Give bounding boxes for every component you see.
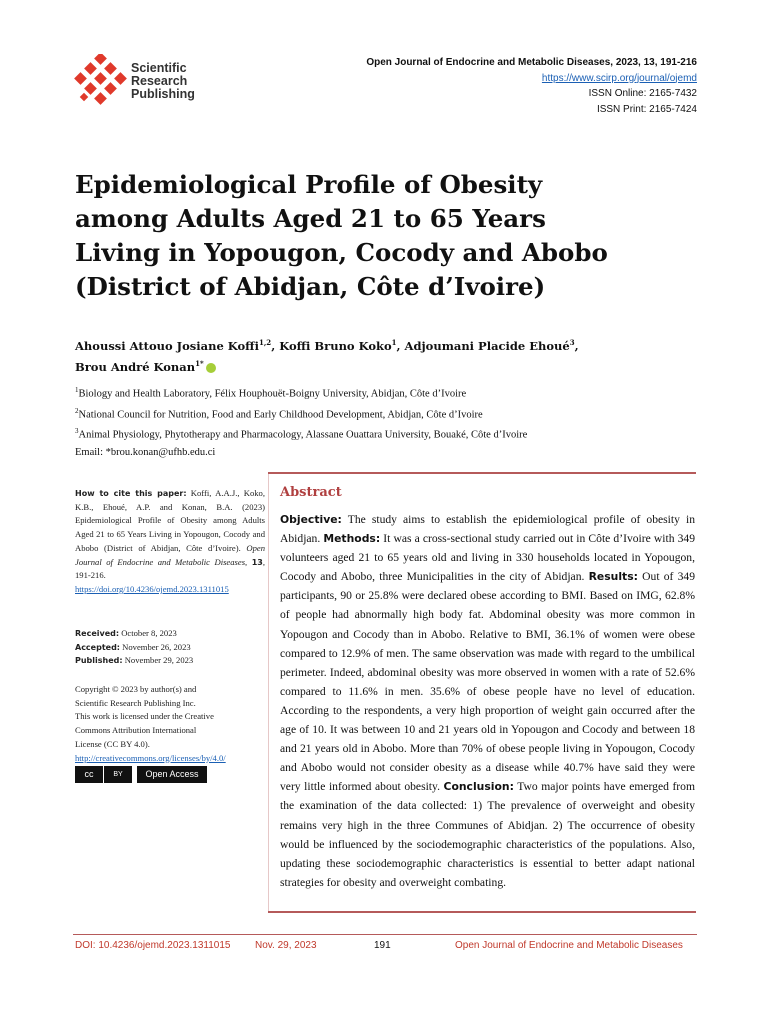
affiliation: $^2$National Council for Nutrition, Food and Early Childhood Development, Abidjan, Côte d’Ivoire <box>75 406 483 420</box>
email-line[interactable]: Email: *brou.konan@ufhb.edu.ci <box>75 446 216 458</box>
footer-doi: DOI: 10.4236/ojemd.2023.1311015 <box>75 940 231 951</box>
footer-date: Nov. 29, 2023 <box>255 940 317 951</box>
paper-title: Epidemiological Profile of Obesity among Adults Aged 21 to 65 Years Living in Yopougon, Cocody and Abobo (District of Abidjan, Côte d’Ivoire) <box>75 170 608 301</box>
affiliation: $^3$Animal Physiology, Phytotherapy and Pharmacology, Alassane Ouattara University, Bouaké, Côte d’Ivoire <box>75 427 528 441</box>
journal-info <box>366 55 697 117</box>
open-access-badge: Open Access <box>137 766 207 783</box>
publisher-name: Scientific Research Publishing <box>131 61 195 101</box>
journal-url-link[interactable]: https://www.scirp.org/journal/ojemd <box>541 72 697 84</box>
abstract-body: Objective: The study aims to establish the epidemiological profile of obesity in Abidjan. Methods: It was a cross-sectional study carried out in Côte d’Ivoire with 349 volunteers aged 21 to 65 years old and living in 330 households located in Yopougon, Cocody and Abobo, three Municipalities in the city of Abidjan. Results: Out of 349 participants, 90 or 25.8% were declared obese according to BMI. Based on IMG, 62.8% of people had abnormally high body fat. Abdominal obesity was more common in Yopougon and Cocody than in Abobo. Relative to BMI, 36.1% of women were obese compared to 12.9% of men. The same observation was made with regard to the umbilical perimeter. Indeed, abdominal obesity was more observed in women with a rate of 52.6% compared to 11.6% in men. 35.6% of obese people have no level of education. According to the respondents, a very high proportion of weight gain occurred after the age of 10. It was between 10 and 21 years old in Yopougon and Cocody and between 18 and 21 years old in Abobo. More than 70% of obese people living in Yopougon, Cocody and Abobo would not consider obesity as a disease while 40.7% have said they were very little informed about obesity. Conclusion: Two major points have emerged from the examination of the data collected: 1) The prevalence of overweight and obesity remains very high in the three Communes of Abidjan. 2) The occurrence of obesity would be influenced by the sociodemographic characteristics of the populations. Also, updating these sociodemographic characteristics is essential to better adapt national strategies for obesity and overweight combating. <box>280 513 695 889</box>
author-name: Adjoumani Placide Ehoué <box>404 338 570 353</box>
copyright-notice: Copyright © 2023 by author(s) and Scientific Research Publishing Inc. This work is licensed under the Creative Commons Attribution International License (CC BY 4.0). http://creativecommons.org/licenses/by/4.0/ <box>75 683 265 765</box>
cc-icon: cc <box>75 766 103 783</box>
abstract-left-rule <box>268 474 269 912</box>
footer-rule <box>73 934 697 935</box>
issn-print: ISSN Print: 2165-7424 <box>596 103 697 115</box>
abstract-top-rule <box>268 472 696 474</box>
publication-dates: Received: October 8, 2023 Accepted: November 26, 2023 Published: November 29, 2023 <box>75 628 194 666</box>
footer-journal: Open Journal of Endocrine and Metabolic Diseases <box>455 940 683 951</box>
license-link[interactable]: http://creativecommons.org/licenses/by/4.0/ <box>75 752 226 763</box>
doi-link[interactable]: https://doi.org/10.4236/ojemd.2023.1311015 <box>75 583 229 594</box>
page-number: 191 <box>374 940 391 951</box>
issn-online: ISSN Online: 2165-7432 <box>588 88 697 99</box>
author-name: Koffi Bruno Koko <box>279 338 392 353</box>
cc-by-icon: BY <box>104 766 132 783</box>
journal-citation-line: Open Journal of Endocrine and Metabolic Diseases, 2023, 13, 191-216 <box>366 57 697 68</box>
affiliations <box>75 382 695 461</box>
affiliation: $^1$Biology and Health Laboratory, Félix Houphouët-Boigny University, Abidjan, Côte d’Ivoire <box>75 386 467 400</box>
abstract-bottom-rule <box>268 911 696 913</box>
author-name: Brou André Konan <box>75 359 196 374</box>
publisher-logo-icon <box>74 54 130 110</box>
abstract-heading: Abstract <box>280 485 342 500</box>
author-list: Ahoussi Attouo Josiane Koffi$^{1,2}$, Koffi Bruno Koko$^1$, Adjoumani Placide Ehoué$^3$, Brou André Konan$^{1*}$ <box>75 338 579 374</box>
how-to-cite: How to cite this paper: Koffi, A.A.J., Koko, K.B., Ehoué, A.P. and Konan, B.A. (2023) Epidemiological Profile of Obesity among Adults Aged 21 to 65 Years Living in Yopougon, Cocody and Abobo (District of Abidjan, Côte d’Ivoire). Open Journal of Endocrine and Metabolic Diseases, 13, 191-216. https://doi.org/10.4236/ojemd.2023.1311015 <box>75 488 265 594</box>
author-name: Ahoussi Attouo Josiane Koffi <box>75 338 259 353</box>
orcid-icon[interactable] <box>206 363 216 373</box>
